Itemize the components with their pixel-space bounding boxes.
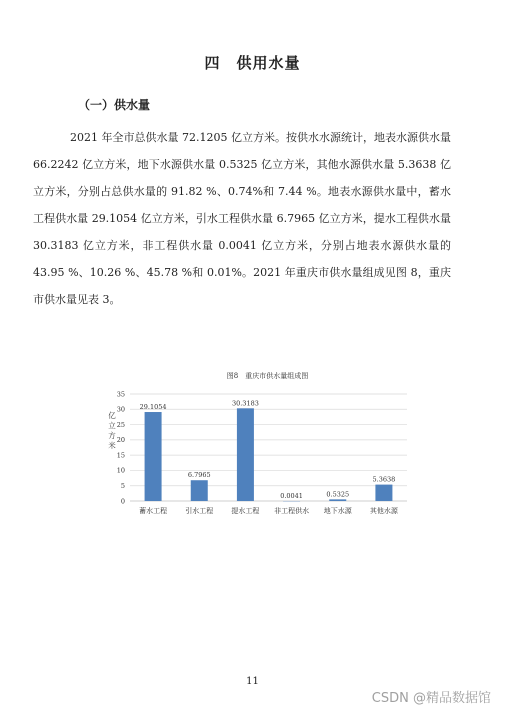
y-tick-label: 25 (116, 420, 125, 429)
bar (191, 480, 208, 501)
x-tick-label: 提水工程 (231, 507, 260, 515)
y-tick-label: 30 (116, 405, 125, 414)
data-label: 29.1054 (139, 403, 167, 412)
y-axis-label: 方 (108, 431, 116, 440)
water-supply-chart (107, 361, 412, 529)
watermark: CSDN @精品数据馆 (371, 691, 491, 706)
x-tick-label: 引水工程 (185, 507, 214, 515)
y-axis-label: 米 (108, 441, 116, 450)
y-tick-label: 20 (116, 436, 125, 445)
data-label: 0.5325 (326, 490, 350, 499)
bar (145, 412, 162, 501)
y-axis-label: 亿 (108, 411, 116, 420)
x-tick-label: 地下水源 (323, 507, 352, 515)
page-number: 11 (246, 676, 259, 687)
x-tick-label: 其他水源 (369, 507, 398, 515)
y-tick-label: 5 (120, 482, 125, 491)
data-label: 5.3638 (372, 475, 396, 484)
data-label: 6.7965 (187, 471, 211, 480)
chart-svg (107, 361, 412, 529)
section-heading: （一）供水量 (78, 98, 151, 112)
page-heading: 四 供用水量 (204, 54, 301, 72)
chart-title: 图8 重庆市供水量组成图 (226, 372, 309, 380)
y-axis-label: 立 (108, 421, 116, 430)
y-tick-label: 15 (116, 451, 125, 460)
y-tick-label: 10 (116, 466, 125, 475)
bar (375, 485, 392, 501)
y-tick-label: 0 (120, 497, 125, 506)
x-tick-label: 蓄水工程 (139, 507, 168, 515)
bar (237, 408, 254, 501)
body-paragraph: 2021 年全市总供水量 72.1205 亿立方米。按供水水源统计，地表水源供水量 66.2242 亿立方米，地下水源供水量 0.5325 亿立方米，其他水源供水量 5.3638 亿立方米，分别占总供水量的 91.82 %、0.74%和 7.44 %。地表水源供水量中，蓄水工程供水量 29.1054 亿立方米，引水工程供水量 6.7965 亿立方米，提水工程供水量 30.3183 亿立方米，非工程供水量 0.0041 亿立方米，分别占地表水源供水量的 43.95 %、10.26 %、45.78 %和 0.01%。2021 年重庆市供水量组成见图 8，重庆市供水量见表 3。 (33, 131, 451, 306)
data-label: 30.3183 (231, 399, 259, 408)
bar (329, 499, 346, 501)
y-tick-label: 35 (116, 390, 125, 399)
x-tick-label: 非工程供水 (274, 507, 310, 515)
data-label: 0.0041 (280, 491, 303, 500)
